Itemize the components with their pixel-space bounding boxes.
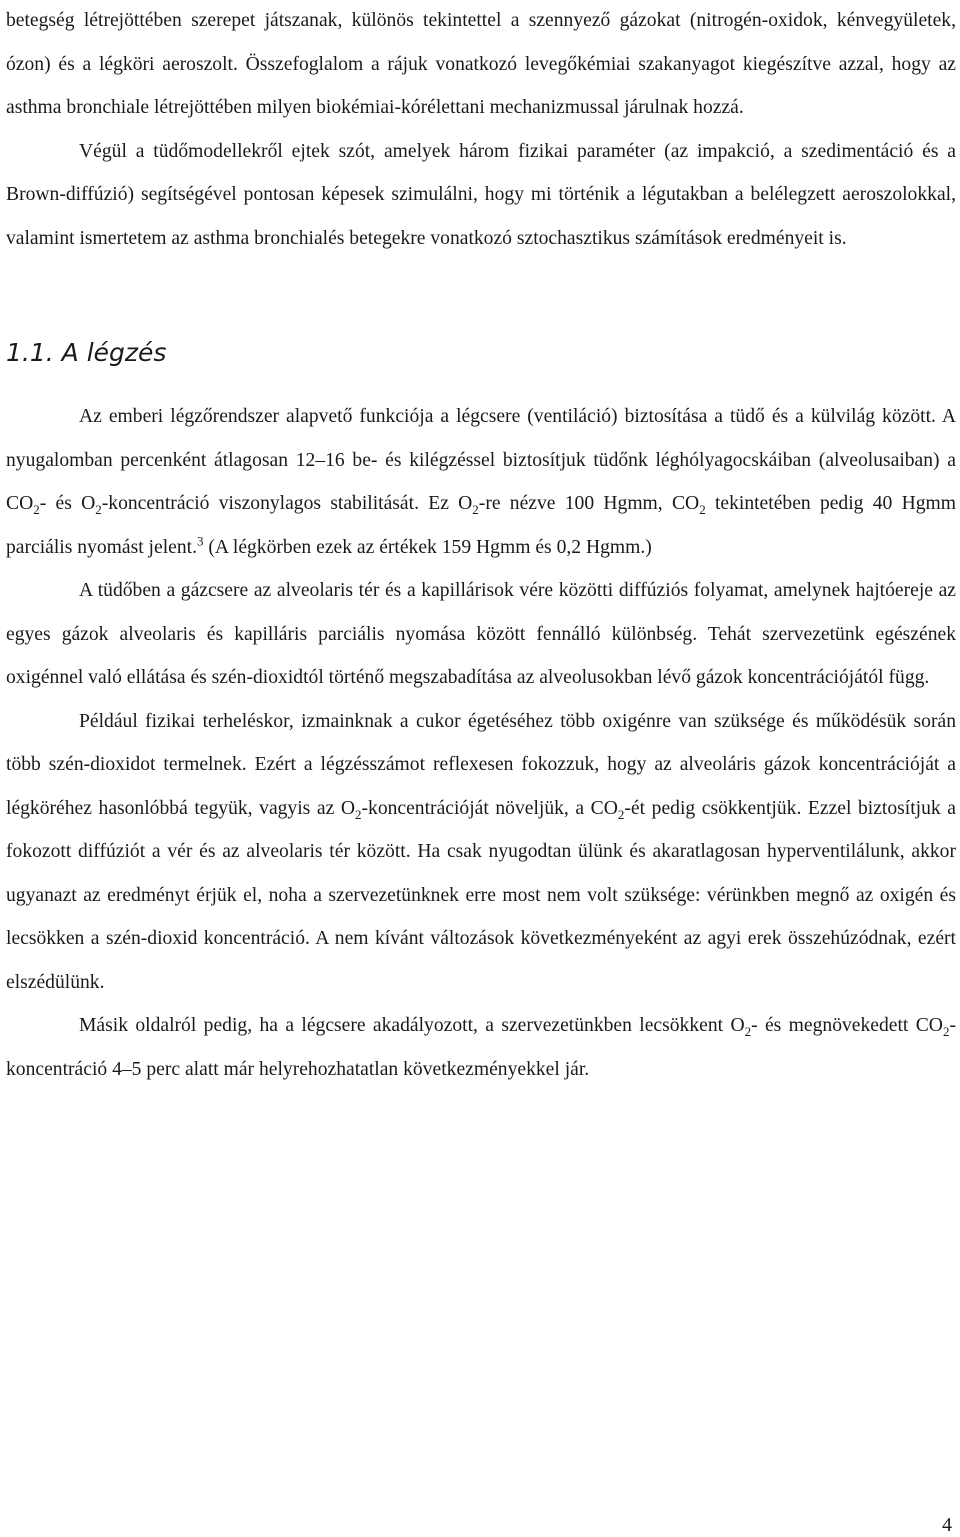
section-spacer (6, 260, 956, 337)
footnote-ref[interactable]: 3 (196, 532, 204, 548)
physical-load-paragraph: Például fizikai terheléskor, izmainknak a cukor égetéséhez több oxigénre van szüksége és működésük során több szén-dioxidot termelnek. Ezért a légzésszámot reflexesen fokozzuk, hogy az alveoláris gázok koncentrációját a légköréhez hasonlóbbá tegyük, vagyis az $O_2$-koncentrációját növeljük, a $CO_2-ét$ pedig csökkentjük. Ezzel biztosítjuk a fokozott diffúziót a vér és az alveolaris tér között. Ha csak nyugodtan ülünk és akaratlagosan hyperventilálunk, akkor ugyanazt az eredményt érjük el, noha a szervezetünknek erre most nem volt szüksége: vérünkben megnő az oxigén és lecsökken a szén-dioxid koncentráció. A nem kívánt változások következményeként az agyi erek összehúzódnak, ezért elszédülünk. (6, 710, 956, 993)
respiration-paragraph-1: Az emberi légzőrendszer alapvető funkciója a légcsere (ventiláció) biztosítása a tüdő és a külvilág között. A nyugalomban percenként átlagosan 12–16 be- és kilégzéssel biztosítjuk tüdőnk léghólyagocskáiban (alveolusaiban) a $CO_2-$ és $O_2$-koncentráció viszonylagos stabilitását. Ez $O_2-re$ nézve 100 Hgmm, $CO_2$ tekintetében pedig 40 Hgmm parciális nyomást jelent.$^3$ (A légkörben ezek az értékek 159 Hgmm és 0,2 Hgmm.) (6, 406, 956, 558)
lung-models-paragraph: Végül a tüdőmodellekről ejtek szót, amelyek három fizikai paraméter (az impakció, a szedimentáció és a Brown-diffúzió) segítségével pontosan képesek szimulálni, hogy mi történik a légutakban a belélegzett aeroszolokkal, valamint ismertetem az asthma bronchialés betegekre vonatkozó sztochasztikus számítások eredményeit is. (6, 140, 956, 249)
section-heading: 1.1. A légzés (6, 338, 167, 367)
page-number: 4 (942, 1514, 952, 1536)
gas-exchange-paragraph: A tüdőben a gázcsere az alveolaris tér és a kapillárisok vére közötti diffúziós folyamat, amelynek hajtóereje az egyes gázok alveolaris és kapilláris parciális nyomása között fennálló különbség. Tehát szervezetünk egészének oxigénnel való ellátása és szén-dioxidtól történő megszabadítása az alveolusokban lévő gázok koncentrációjától függ. (6, 580, 956, 688)
document-page (6, 0, 956, 1091)
heading-spacer (6, 369, 956, 395)
impaired-exchange-paragraph: Másik oldalról pedig, ha a légcsere akadályozott, a szervezetünkben lecsökkent $O_2-$ és megnövekedett $CO_2$-koncentráció 4–5 perc alatt már helyrehozhatatlan következményekkel jár. (6, 1015, 956, 1080)
intro-paragraph-end: betegség létrejöttében szerepet játszanak, különös tekintettel a szennyező gázokat (nitrogén-oxidok, kénvegyületek, ózon) és a légköri aeroszolt. Összefoglalom a rájuk vonatkozó levegőkémiai szakanyagot kiegészítve azzal, hogy az asthma bronchiale létrejöttében milyen biokémiai-kórélettani mechanizmussal járulnak hozzá. (6, 10, 956, 118)
